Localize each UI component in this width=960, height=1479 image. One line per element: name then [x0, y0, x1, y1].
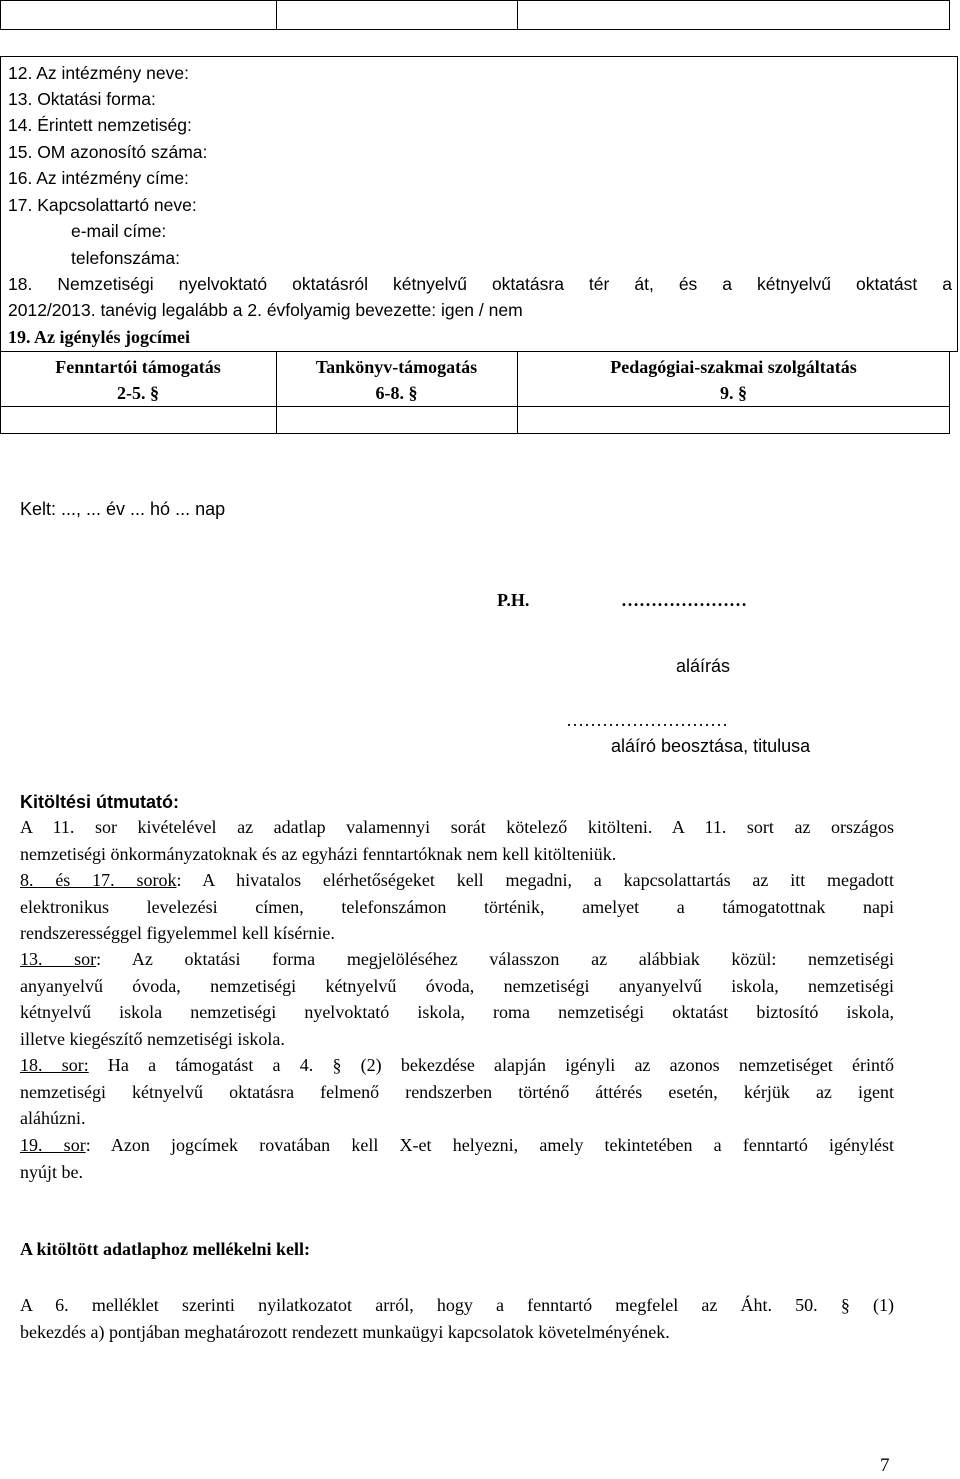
signer-title-dots: ……………………… — [566, 710, 728, 730]
instructions-text: illetve kiegészítő nemzetiségi iskola. — [20, 1028, 285, 1049]
row-reference: 19. sor — [20, 1135, 86, 1155]
instructions-text: anyanyelvű óvoda, nemzetiségi kétnyelvű óvoda, nemzetiségi anyanyelvű iskola, nemzetiségi — [20, 975, 894, 996]
instructions-text: A 11. sor kivételével az adatlap valamennyi sorát kötelező kitölteni. A 11. sort az országos — [20, 817, 894, 837]
claim-checkbox-maintainer[interactable] — [2, 408, 274, 432]
form-field-bilingual-line2: 2012/2013. tanévig legalább a 2. évfolyamig bevezette: igen / nem — [8, 300, 523, 320]
form-field-contact-name: 17. Kapcsolattartó neve: — [8, 195, 197, 215]
signature-dots: ………………… — [621, 590, 747, 610]
claim-checkbox-textbook[interactable] — [279, 408, 515, 432]
instructions-paragraph-4 — [20, 1052, 894, 1132]
instructions-text: elektronikus levelezési címen, telefonszámon történik, amelyet a támogatottnak napi — [20, 896, 894, 917]
instructions-text: aláhúzni. — [20, 1108, 86, 1128]
signature-label: aláírás — [676, 656, 731, 676]
attachments-text: A 6. melléklet szerinti nyilatkozatot arról, hogy a fenntartó megfelel az Áht. 50. § (1) — [20, 1295, 894, 1315]
instructions-text: : Az oktatási forma megjelöléséhez válasszon az alábbiak közül: nemzetiségi — [96, 949, 894, 969]
instructions-text: rendszerességgel figyelemmel kell kísérnie. — [20, 923, 335, 943]
form-field-education-type: 13. Oktatási forma: — [8, 89, 156, 109]
form-field-contact-email: e-mail címe: — [71, 221, 167, 241]
date-line: Kelt: ..., ... év ... hó ... nap — [20, 499, 226, 519]
signer-title-label: aláíró beosztása, titulusa — [611, 736, 811, 756]
instructions-paragraph-2 — [20, 867, 894, 947]
form-field-om-id: 15. OM azonosító száma: — [8, 142, 208, 162]
top-table-strip — [0, 0, 950, 30]
instructions-text: : Azon jogcímek rovatában kell X-et helyezni, amely tekintetében a fenntartó igénylést — [85, 1135, 894, 1155]
attachments-heading: A kitöltött adatlaphoz mellékelni kell: — [20, 1239, 310, 1259]
instructions-text: kétnyelvű iskola nemzetiségi nyelvoktató iskola, roma nemzetiségi oktatást biztosító iskola, — [20, 1002, 894, 1022]
claim-checkbox-pedagogical[interactable] — [520, 408, 948, 432]
attachments-paragraph — [20, 1292, 894, 1345]
form-field-contact-phone: telefonszáma: — [71, 248, 180, 268]
page-number: 7 — [880, 1455, 890, 1476]
instructions-heading: Kitöltési útmutató: — [20, 792, 179, 812]
attachments-text: bekezdés a) pontjában meghatározott rendezett munkaügyi kapcsolatok követelményének. — [20, 1321, 670, 1342]
instructions-text: nemzetiségi önkormányzatoknak és az egyházi fenntartóknak nem kell kitölteniük. — [20, 843, 617, 864]
stamp-place: P.H. — [497, 590, 530, 610]
claim-header-maintainer: Fenntartói támogatás 2-5. § — [55, 357, 221, 403]
instructions-text: : A hivatalos elérhetőségeket kell megadni, a kapcsolattartás az itt megadott — [176, 870, 894, 890]
row-reference: 18. sor: — [20, 1055, 89, 1075]
instructions-paragraph-1 — [20, 814, 894, 867]
instructions-text: nyújt be. — [20, 1161, 83, 1182]
row-reference: 8. és 17. sorok — [20, 870, 177, 890]
instructions-paragraph-3 — [20, 946, 894, 1052]
claims-table-row-divider — [0, 406, 950, 407]
form-field-bilingual-line1: 18. Nemzetiségi nyelvoktató oktatásról kétnyelvű oktatásra tér át, és a kétnyelvű oktatást a — [8, 274, 952, 294]
instructions-text: nemzetiségi kétnyelvű oktatásra felmenő rendszerben történő áttérés esetén, kérjük az igent — [20, 1081, 894, 1102]
form-field-nationality: 14. Érintett nemzetiség: — [8, 115, 192, 135]
row-reference: 13. sor — [20, 949, 97, 969]
claims-heading: 19. Az igénylés jogcímei — [8, 327, 190, 347]
top-table-divider — [517, 0, 518, 30]
claim-header-pedagogical: Pedagógiai-szakmai szolgáltatás 9. § — [610, 357, 857, 403]
instructions-text: Ha a támogatást a 4. § (2) bekezdése alapján igényli az azonos nemzetiséget érintő — [88, 1055, 894, 1075]
top-table-divider — [276, 0, 277, 30]
instructions-paragraph-5 — [20, 1132, 894, 1185]
form-field-institution-name: 12. Az intézmény neve: — [8, 63, 189, 83]
form-field-address: 16. Az intézmény címe: — [8, 168, 189, 188]
claim-header-textbook: Tankönyv-támogatás 6-8. § — [315, 357, 478, 403]
